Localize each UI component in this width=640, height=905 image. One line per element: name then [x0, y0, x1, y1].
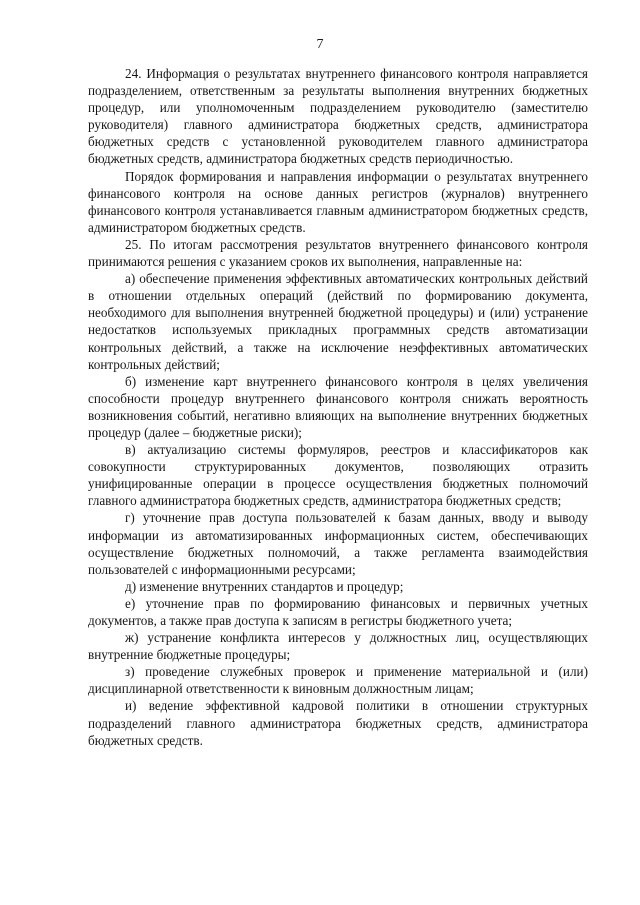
list-item-zh: ж) устранение конфликта интересов у должностных лиц, осуществляющих внутренние бюджетные процедуры; — [88, 630, 588, 663]
paragraph-24: 24. Информация о результатах внутреннего финансового контроля направляется подразделением, ответственным за результаты выполнения внутренних бюджетных процедур, или уполномоченным подразделением руководителю (заместителю руководителя) главного администратора бюджетных средств, администратора бюджетных средств с установленной руководителем главного администратора бюджетных средств, администратора бюджетных средств периодичностью. — [88, 66, 588, 167]
paragraph-25: 25. По итогам рассмотрения результатов внутреннего финансового контроля принимаются решения с указанием сроков их выполнения, направленные на: — [88, 236, 588, 270]
page-number: 7 — [316, 37, 324, 52]
list-item-b: б) изменение карт внутреннего финансового контроля в целях увеличения способности процедур внутреннего финансового контроля снижать вероятность возникновения событий, негативно влияющих на выполнение внутренних бюджетных процедур (далее – бюджетные риски); — [88, 373, 588, 440]
document-body — [88, 65, 588, 749]
list-item-i: и) ведение эффективной кадровой политики в отношении структурных подразделений главного администратора бюджетных средств, администратора бюджетных средств. — [88, 698, 588, 748]
paragraph-report-procedure: Порядок формирования и направления информации о результатах внутреннего финансового контроля на основе данных регистров (журналов) внутреннего финансового контроля устанавливается главным администратором бюджетных средств, администратором бюджетных средств. — [88, 168, 588, 235]
list-item-a: а) обеспечение применения эффективных автоматических контрольных действий в отношении отдельных операций (действий по формированию документа, необходимого для выполнения внутренней бюджетной процедуры) и (или) устранение недостатков используемых прикладных программных средств автоматизации контрольных действий, а также на исключение неэффективных автоматических контрольных действий; — [88, 271, 588, 372]
list-item-e: е) уточнение прав по формированию финансовых и первичных учетных документов, а также прав доступа к записям в регистры бюджетного учета; — [88, 595, 588, 628]
list-item-d: д) изменение внутренних стандартов и процедур; — [125, 578, 404, 594]
list-item-z: з) проведение служебных проверок и применение материальной и (или) дисциплинарной ответственности к виновным должностным лицам; — [88, 664, 588, 697]
list-item-v: в) актуализацию системы формуляров, реестров и классификаторов как совокупности структурированных документов, позволяющих отразить унифицированные операции в процессе осуществления бюджетных полномочий главного администратора бюджетных средств, администратора бюджетных средств; — [88, 442, 588, 509]
list-item-g: г) уточнение прав доступа пользователей к базам данных, вводу и выводу информации из автоматизированных информационных систем, обеспечивающих осуществление бюджетных полномочий, а также регламента взаимодействия пользователей с информационными ресурсами; — [88, 510, 588, 577]
